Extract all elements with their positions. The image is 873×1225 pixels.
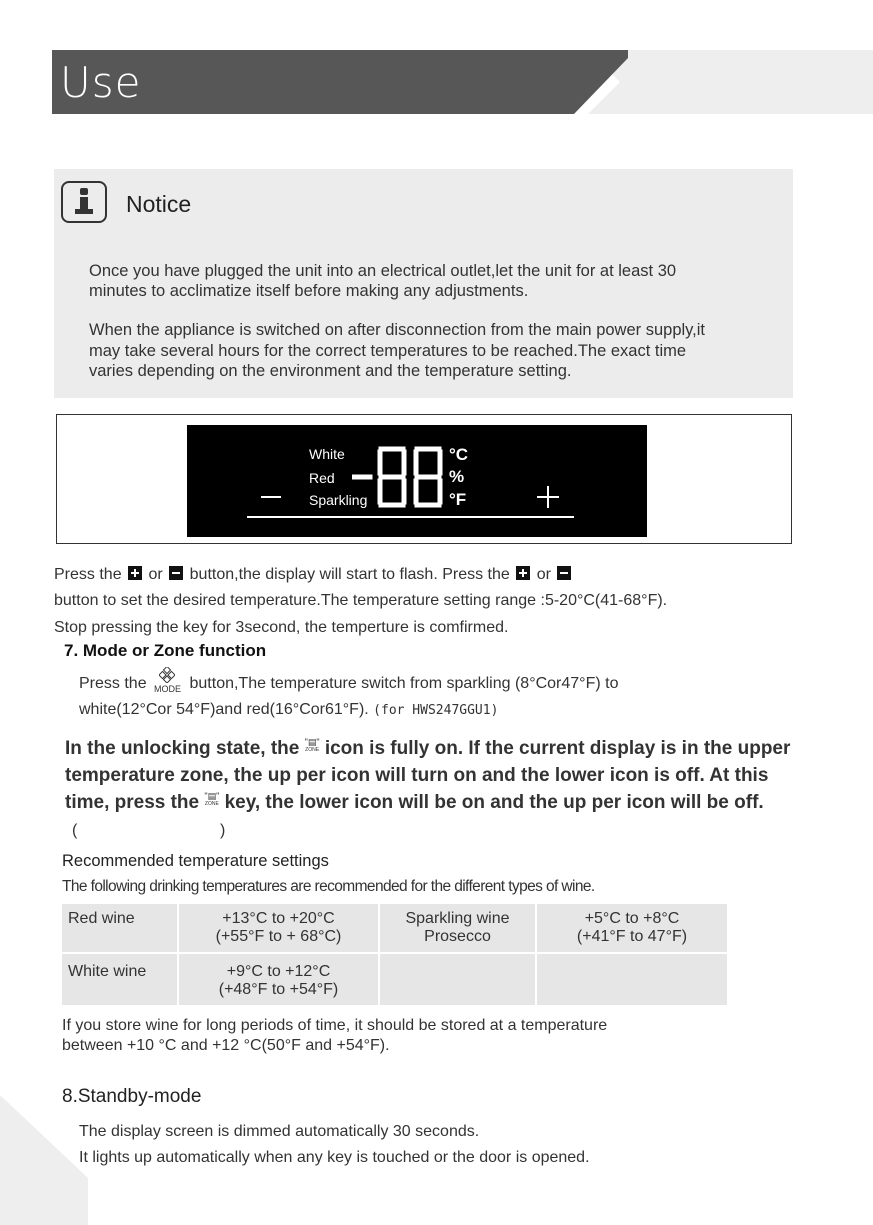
percent-indicator: % <box>449 467 465 486</box>
minus-button-icon <box>169 566 183 580</box>
plus-button-icon <box>516 566 530 580</box>
temp-set-line: Press the or button,the display will start to flash. Press the or <box>54 566 573 584</box>
zone-line: time, press the "▤" ZONE key, the lower icon will be on and the up per icon will be off. <box>65 791 764 813</box>
mode-line: white(12°Cor 54°F)and red(16°Cor61°F). (for HWS247GGU1) <box>79 701 499 718</box>
mode-line: Press the MODE button,The temperature switch from sparkling (8°Cor47°F) to <box>79 675 618 693</box>
notice-title: Notice <box>126 191 192 217</box>
page-corner-decoration <box>0 1095 90 1225</box>
page-title: Use <box>60 58 142 107</box>
notice-text-line: When the appliance is switched on after disconnection from the main power supply,it <box>89 321 706 339</box>
storage-note: between +10 °C and +12 °C(50°F and +54°F). <box>62 1037 390 1054</box>
table-cell: White wine <box>62 954 177 1005</box>
table-row <box>62 954 727 1005</box>
standby-heading: 8.Standby-mode <box>62 1086 202 1107</box>
info-icon <box>61 181 107 223</box>
zone-line: temperature zone, the up per icon will turn on and the lower icon is off. At this <box>65 765 769 786</box>
red-indicator: Red <box>309 470 335 486</box>
notice-text-line: minutes to acclimatize itself before making any adjustments. <box>89 282 529 300</box>
standby-line: It lights up automatically when any key is touched or the door is opened. <box>79 1149 590 1166</box>
sparkling-indicator: Sparkling <box>309 492 368 508</box>
display-divider <box>247 516 574 518</box>
storage-note: If you store wine for long periods of time, it should be stored at a temperature <box>62 1017 608 1034</box>
recommended-table <box>60 902 729 1007</box>
table-cell <box>380 954 535 1005</box>
notice-text-line: Once you have plugged the unit into an electrical outlet,let the unit for at least 30 <box>89 262 677 280</box>
standby-line: The display screen is dimmed automatically 30 seconds. <box>79 1123 480 1140</box>
minus-key-icon <box>261 496 281 498</box>
notice-text-line: may take several hours for the correct temperatures to be reached.The exact time <box>89 342 687 360</box>
notice-text-line: varies depending on the environment and the temperature setting. <box>89 362 572 380</box>
table-cell: Red wine <box>62 904 177 952</box>
recommended-intro: The following drinking temperatures are recommended for the different types of wine. <box>62 878 595 895</box>
celsius-indicator: °C <box>449 445 469 464</box>
zone-button-icon: "▤" ZONE <box>204 791 220 807</box>
white-indicator: White <box>309 446 345 462</box>
table-cell: +9°C to +12°C (+48°F to +54°F) <box>179 954 378 1005</box>
table-cell <box>537 954 727 1005</box>
seven-segment-digits <box>352 444 448 510</box>
zone-button-icon: "▤" ZONE <box>304 737 320 753</box>
table-cell: +13°C to +20°C (+55°F to + 68°C) <box>179 904 378 952</box>
zone-line: In the unlocking state, the "▤" ZONE icon is fully on. If the current display is in the upper <box>65 737 791 759</box>
recommended-heading: Recommended temperature settings <box>62 852 329 870</box>
mode-heading: 7. Mode or Zone function <box>64 641 267 660</box>
plus-button-icon <box>128 566 142 580</box>
temp-set-line: button to set the desired temperature.The temperature setting range :5-20°C(41-68°F). <box>54 592 668 609</box>
paren-open: ( <box>72 822 78 839</box>
paren-close: ) <box>220 822 226 839</box>
table-cell: Sparkling wine Prosecco <box>380 904 535 952</box>
table-row <box>62 904 727 952</box>
temp-set-line: Stop pressing the key for 3second, the temperture is comfirmed. <box>54 619 509 636</box>
minus-button-icon <box>557 566 571 580</box>
mode-button-icon: MODE <box>151 676 185 690</box>
fahrenheit-indicator: °F <box>449 490 467 509</box>
table-cell: +5°C to +8°C (+41°F to 47°F) <box>537 904 727 952</box>
